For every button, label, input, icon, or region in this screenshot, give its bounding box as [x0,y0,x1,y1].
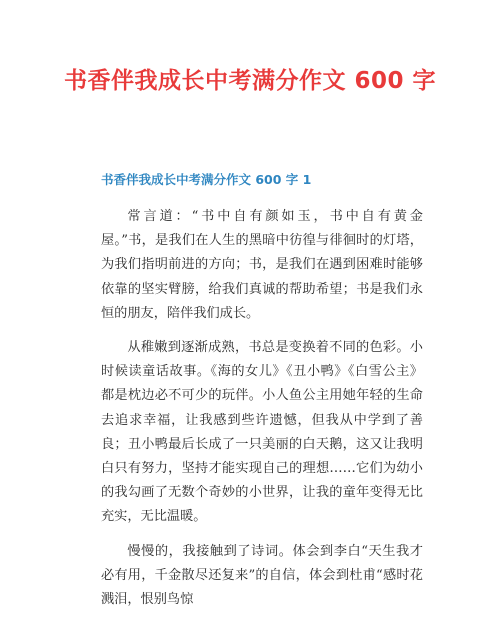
section-heading: 书香伴我成长中考满分作文 600 字 1 [101,172,312,187]
document-title: 书香伴我成长中考满分作文 600 字 [63,68,437,94]
paragraph: 常言道：“书中自有颜如玉，书中自有黄金屋。”书，是我们在人生的黑暗中彷徨与徘徊时的灯塔，为我们指明前进的方向；书，是我们在遇到困难时能够依靠的坚实臂膀，给我们真诚的帮助希望；书是我们永恒的朋友，陪伴我们成长。 [101,209,423,321]
document-body [101,205,423,622]
paragraph: 从稚嫩到逐渐成熟，书总是变换着不同的色彩。小时候读童话故事。《海的女儿》《丑小鸭》《白雪公主》都是枕边必不可少的玩伴。小人鱼公主用她年轻的生命去追求幸福，让我感到些许遗憾，但我从中学到了善良；丑小鸭最后长成了一只美丽的白天鹅，这又让我明白只有努力，坚持才能实现自己的理想……它们为幼小的我勾画了无数个奇妙的小世界，让我的童年变得无比充实，无比温暖。 [101,340,423,525]
paragraph: 慢慢的，我接触到了诗词。体会到李白“天生我才必有用，千金散尽还复来”的自信，体会到杜甫“感时花溅泪，恨别鸟惊 [101,543,423,608]
